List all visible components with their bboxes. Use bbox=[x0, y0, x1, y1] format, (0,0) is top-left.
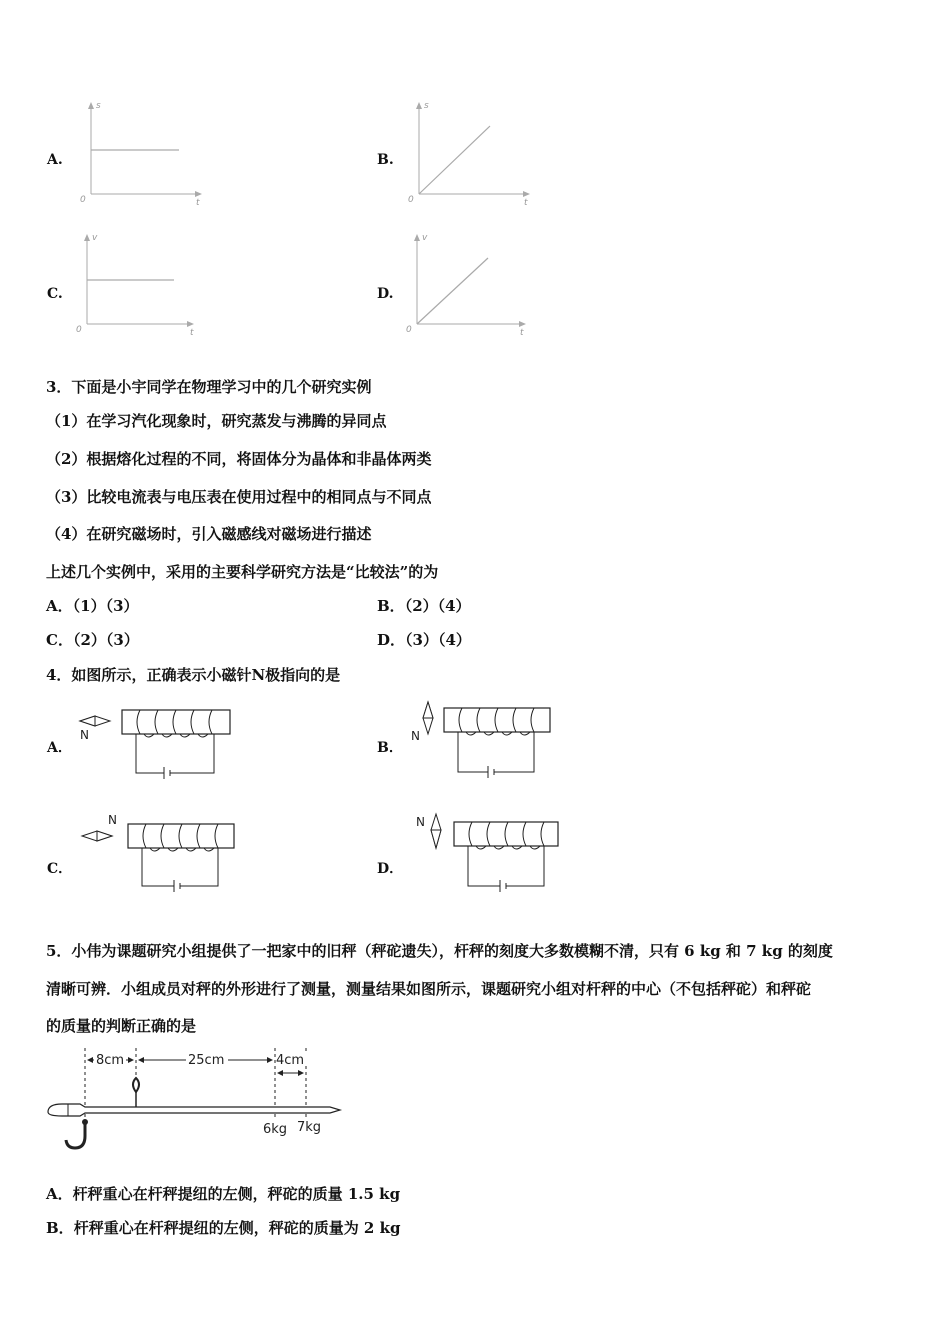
q4-diagram-d bbox=[414, 810, 564, 892]
q3-option-b bbox=[377, 595, 471, 616]
q2-graph-c-ylabel: v bbox=[92, 233, 98, 243]
q2-graph-b-origin: 0 bbox=[408, 195, 414, 205]
q5-steelyard-figure bbox=[40, 1040, 360, 1165]
q2-graph-d bbox=[402, 230, 532, 340]
q2-graph-d-origin: 0 bbox=[406, 325, 412, 335]
q3-option-a-letter: A． bbox=[46, 597, 73, 615]
q4-option-c-letter: C． bbox=[47, 861, 73, 877]
q4-option-b-letter: B． bbox=[377, 740, 403, 756]
q5-mark-7kg: 7kg bbox=[297, 1120, 322, 1135]
q2-option-c-letter: C. bbox=[47, 286, 63, 302]
q3-option-b-text: （2）（4） bbox=[404, 597, 471, 615]
q4-needle-b-label: N bbox=[411, 729, 420, 743]
q5-option-b bbox=[46, 1217, 400, 1238]
q3-item-1: （1）在学习汽化现象时，研究蒸发与沸腾的异同点 bbox=[46, 412, 387, 430]
q4-option-d-letter: D． bbox=[377, 861, 404, 877]
q4-diagram-a bbox=[78, 705, 238, 780]
q4-option-a-letter: A． bbox=[47, 740, 72, 756]
q5-dim-25cm: 25cm bbox=[188, 1053, 225, 1068]
q4-needle-d-label: N bbox=[416, 815, 425, 829]
q3-option-d bbox=[377, 629, 471, 650]
q3-option-d-letter: D． bbox=[377, 631, 406, 649]
q2-graph-b-xlabel: t bbox=[524, 198, 528, 208]
q3-option-d-text: （3）（4） bbox=[405, 631, 471, 649]
q5-stem-line3: 的质量的判断正确的是 bbox=[46, 1017, 197, 1035]
q2-graph-d-ylabel: v bbox=[422, 233, 428, 243]
q4-stem: 4．如图所示，正确表示小磁针N极指向的是 bbox=[46, 666, 341, 684]
q2-graph-a-ylabel: s bbox=[96, 101, 101, 111]
q2-graph-a-xlabel: t bbox=[196, 198, 200, 208]
q3-option-c-letter: C． bbox=[46, 631, 73, 649]
q5-mark-6kg: 6kg bbox=[263, 1122, 288, 1137]
q2-graph-a-origin: 0 bbox=[80, 195, 86, 205]
q3-option-a-text: （1）（3） bbox=[72, 597, 139, 615]
q3-item-3: （3）比较电流表与电压表在使用过程中的相同点与不同点 bbox=[46, 488, 432, 506]
q5-option-a bbox=[46, 1183, 400, 1204]
q2-graph-c bbox=[72, 230, 202, 340]
q4-diagram-c bbox=[78, 810, 248, 892]
q3-question: 上述几个实例中，采用的主要科学研究方法是“比较法”的为 bbox=[46, 563, 439, 581]
q5-dim-4cm: 4cm bbox=[276, 1053, 305, 1068]
q2-option-d-letter: D. bbox=[377, 286, 394, 302]
q4-needle-a-label: N bbox=[80, 728, 89, 742]
q2-graph-c-origin: 0 bbox=[76, 325, 82, 335]
q2-option-b-letter: B. bbox=[377, 152, 394, 168]
q4-diagram-b bbox=[408, 700, 558, 780]
q2-graph-c-xlabel: t bbox=[190, 328, 194, 338]
q5-option-a-letter: A． bbox=[46, 1185, 73, 1203]
q4-needle-c-label: N bbox=[108, 813, 117, 827]
q2-graph-b bbox=[404, 98, 534, 208]
q2-graph-b-ylabel: s bbox=[424, 101, 429, 111]
q3-item-4: （4）在研究磁场时，引入磁感线对磁场进行描述 bbox=[46, 525, 372, 543]
q5-option-b-letter: B． bbox=[46, 1219, 74, 1237]
q3-option-b-letter: B． bbox=[377, 597, 405, 615]
q2-option-a-letter: A. bbox=[47, 152, 63, 168]
q5-stem-line1: 5．小伟为课题研究小组提供了一把家中的旧秤（秤砣遗失），杆秤的刻度大多数模糊不清，只有 6 kg 和 7 kg 的刻度 bbox=[46, 942, 833, 960]
q5-stem-line2: 清晰可辨．小组成员对秤的外形进行了测量，测量结果如图所示，课题研究小组对杆秤的中心（不包括秤砣）和秤砣 bbox=[46, 980, 812, 998]
q5-option-b-text: 杆秤重心在杆秤提纽的左侧，秤砣的质量为 2 kg bbox=[73, 1219, 401, 1237]
q2-graph-a bbox=[76, 98, 206, 208]
q5-option-a-text: 杆秤重心在杆秤提纽的左侧，秤砣的质量 1.5 kg bbox=[72, 1185, 401, 1203]
q2-options bbox=[0, 0, 950, 350]
q3-option-a bbox=[46, 595, 139, 616]
q3-option-c-text: （2）（3） bbox=[72, 631, 139, 649]
q3-item-2: （2）根据熔化过程的不同，将固体分为晶体和非晶体两类 bbox=[46, 450, 432, 468]
q2-graph-d-xlabel: t bbox=[520, 328, 524, 338]
q3-stem: 3．下面是小宇同学在物理学习中的几个研究实例 bbox=[46, 378, 372, 396]
q5-dim-8cm: 8cm bbox=[96, 1053, 125, 1068]
q3-option-c bbox=[46, 629, 139, 650]
